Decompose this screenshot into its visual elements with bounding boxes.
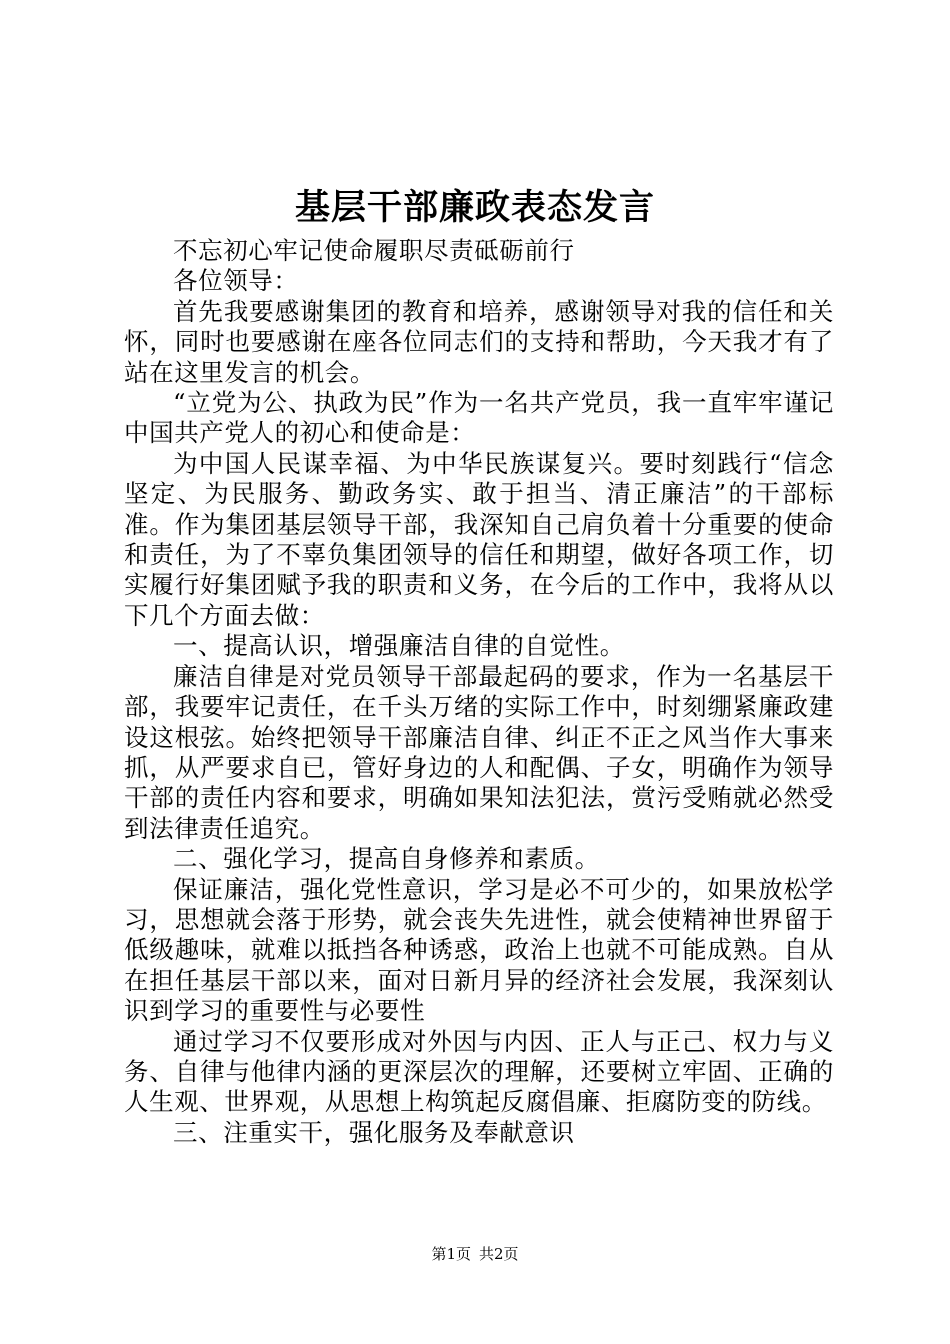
page-footer [0,1244,950,1264]
document-body [124,236,834,1148]
section-heading: 一、提高认识，增强廉洁自律的自觉性。 [173,631,625,661]
salutation: 各位领导： [173,266,299,296]
body-paragraph: 通过学习不仅要形成对外因与内因、正人与正己、权力与义务、自律与他律内涵的更深层次的理解，还要树立牢固、正确的人生观、世界观，从思想上构筑起反腐倡廉、拒腐防变的防线。 [124,1026,834,1117]
body-paragraph: 廉洁自律是对党员领导干部最起码的要求，作为一名基层干部，我要牢记责任，在千头万绪的实际工作中，时刻绷紧廉政建设这根弦。始终把领导干部廉洁自律、纠正不正之风当作大事来抓，从严要求自已，管好身边的人和配偶、子女，明确作为领导干部的责任内容和要求，明确如果知法犯法，赏污受贿就必然受到法律责任追究。 [124,661,834,843]
body-paragraph: 为中国人民谋幸福、为中华民族谋复兴。要时刻践行“信念坚定、为民服务、勤政务实、敢于担当、清正廉洁”的干部标准。作为集团基层领导干部，我深知自己肩负着十分重要的使命和责任，为了不辜负集团领导的信任和期望，做好各项工作，切实履行好集团赋予我的职责和义务，在今后的工作中，我将从以下几个方面去做： [124,448,834,630]
subtitle-line: 不忘初心牢记使命履职尽责砥砺前行 [173,236,575,265]
body-paragraph: “立党为公、执政为民”作为一名共产党员，我一直牢牢谨记中国共产党人的初心和使命是： [124,388,834,448]
body-paragraph: 保证廉洁，强化党性意识，学习是必不可少的，如果放松学习，思想就会落于形势，就会丧失先进性，就会使精神世界留于低级趣味，就难以抵挡各种诱惑，政治上也就不可能成熟。自从在担任基层干部以来，面对日新月异的经济社会发展，我深刻认识到学习的重要性与必要性 [124,874,834,1026]
section-heading: 三、注重实干，强化服务及奉献意识 [173,1117,575,1147]
page-number-current: 第1页 [431,1245,471,1263]
section-heading: 二、强化学习，提高自身修养和素质。 [173,844,600,874]
body-paragraph: 首先我要感谢集团的教育和培养，感谢领导对我的信任和关怀，同时也要感谢在座各位同志们的支持和帮助，今天我才有了站在这里发言的机会。 [124,296,834,387]
document-title: 基层干部廉政表态发言 [294,187,655,228]
page-number-total: 共2页 [479,1245,519,1263]
